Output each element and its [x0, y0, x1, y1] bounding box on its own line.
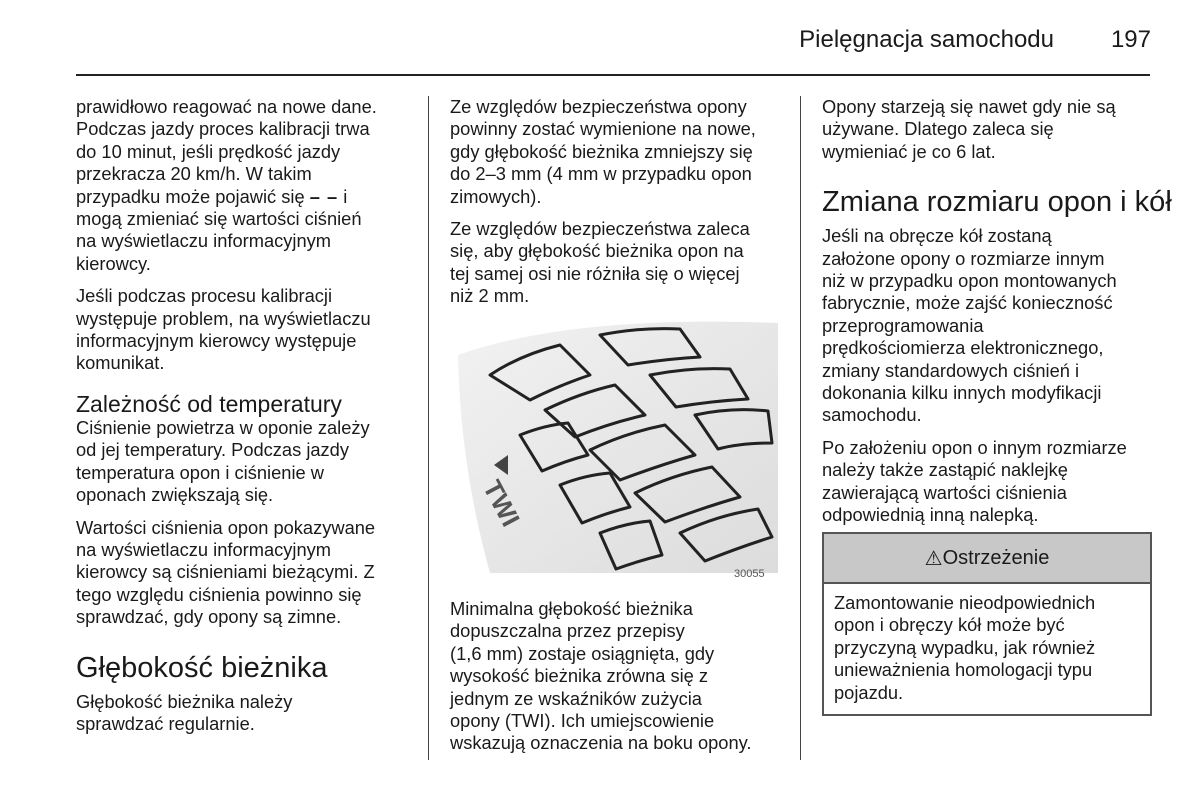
column-1 — [76, 96, 416, 745]
paragraph: Opony starzeją się nawet gdy nie są używane. Dlatego zaleca się wymieniać je co 6 lat. — [822, 96, 1116, 162]
header-rule — [76, 74, 1150, 76]
paragraph: Głębokość bieżnika należy sprawdzać regularnie. — [76, 690, 293, 734]
column-divider — [428, 96, 429, 760]
warning-box — [822, 532, 1152, 716]
heading-size-change: Zmiana rozmiaru opon i kół — [822, 186, 1172, 219]
tire-tread-figure — [450, 315, 778, 583]
warning-icon: ⚠ — [924, 547, 943, 570]
paragraph: prawidłowo reagować na nowe dane. Podczas jazdy proces kalibracji trwa do 10 minut, jeśli prędkość jazdy przekracza 20 km/h. W takim przypadku może pojawić się – – i mogą zmieniać się wartości ciśnień na wyświetlaczu informacyjnym kierowcy. — [76, 96, 377, 274]
warning-header — [824, 534, 1150, 584]
dash-symbol: – – — [309, 185, 339, 207]
paragraph: Ze względów bezpieczeństwa opony powinny zostać wymienione na nowe, gdy głębokość bieżnika zmniejszy się do 2–3 mm (4 mm w przypadku opon zimowych). — [450, 96, 756, 207]
paragraph: Minimalna głębokość bieżnika dopuszczalna przez przepisy (1,6 mm) zostaje osiągnięta, gdy wysokość bieżnika zrówna się z jednym ze wskaźników zużycia opony (TWI). Ich umiejscowienie wskazują oznaczenia na boku opony. — [450, 598, 752, 754]
warning-title: Ostrzeżenie — [942, 546, 1050, 569]
paragraph: Jeśli podczas procesu kalibracji występuje problem, na wyświetlaczu informacyjnym kierowcy występuje komunikat. — [76, 285, 371, 374]
column-divider — [800, 96, 801, 760]
heading-tread-depth: Głębokość bieżnika — [76, 651, 328, 684]
figure-code: 30055 — [734, 568, 765, 580]
column-2-bottom — [450, 598, 790, 765]
warning-text: Zamontowanie nieodpowiednich opon i obręczy kół może być przyczyną wypadku, jak również unieważnienia homologacji typu pojazdu. — [834, 592, 1096, 703]
paragraph: Wartości ciśnienia opon pokazywane na wyświetlaczu informacyjnym kierowcy są ciśnieniami bieżącymi. Z tego względu ciśnienia powinno się sprawdzać, gdy opony są zimne. — [76, 516, 376, 628]
paragraph: Po założeniu opon o innym rozmiarze należy także zastąpić naklejkę zawierającą wartości ciśnienia odpowiednią inną nalepką. — [822, 436, 1127, 526]
heading-temperature: Zależność od temperatury — [76, 390, 342, 417]
paragraph: Ze względów bezpieczeństwa zaleca się, aby głębokość bieżnika opon na tej samej osi nie różniła się o więcej niż 2 mm. — [450, 218, 750, 307]
chapter-title: Pielęgnacja samochodu — [799, 26, 1054, 53]
paragraph: Ciśnienie powietrza w oponie zależy od jej temperatury. Podczas jazdy temperatura opon i ciśnienie w oponach zwiększają się. — [76, 416, 370, 506]
twi-label: TWI — [477, 475, 526, 532]
column-2 — [450, 96, 790, 318]
page-number: 197 — [1110, 26, 1151, 53]
paragraph: Jeśli na obręcze kół zostaną założone opony o rozmiarze innym niż w przypadku opon montowanych fabrycznie, może zajść konieczność przeprogramowania prędkościomierza elektronicznego, zmiany standardowych ciśnień i dokonania kilku innych modyfikacji samochodu. — [822, 225, 1117, 426]
page-header — [0, 24, 1200, 58]
column-3 — [822, 96, 1172, 537]
